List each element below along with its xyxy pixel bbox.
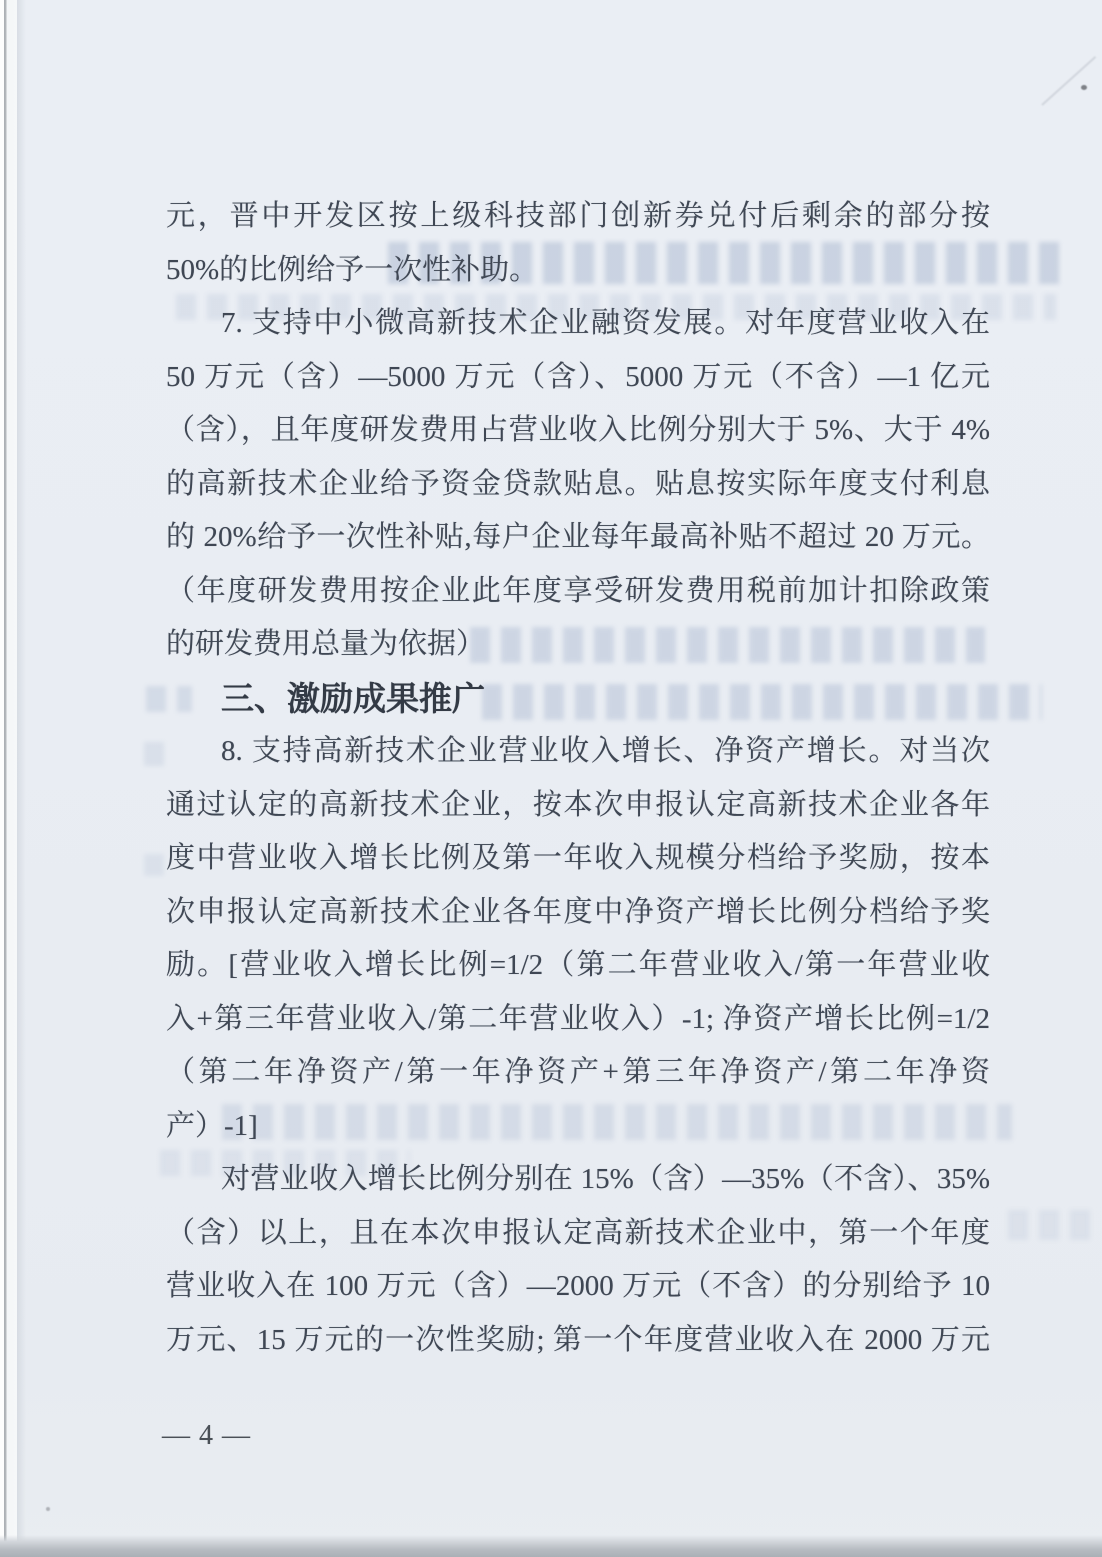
text-line: 度中营业收入增长比例及第一年收入规模分档给予奖励，按本 [166, 842, 990, 874]
scan-bottom-edge [0, 1535, 1102, 1557]
text-line: 次申报认定高新技术企业各年度中净资产增长比例分档给予奖 [166, 895, 990, 928]
text-line: （年度研发费用按企业此年度享受研发费用税前加计扣除政策 [166, 574, 990, 607]
text-line: 的研发费用总量为依据） [166, 628, 486, 660]
text-line: 通过认定的高新技术企业，按本次申报认定高新技术企业各年 [166, 788, 990, 821]
text-line: 8. 支持高新技术企业营业收入增长、净资产增长。对当次 [221, 735, 990, 767]
text-line: 的 20%给予一次性补贴,每户企业每年最高补贴不超过 20 万元。 [166, 521, 990, 553]
text-line: （含）以上，且在本次申报认定高新技术企业中，第一个年度 [166, 1216, 990, 1249]
scan-left-edge [0, 0, 17, 1557]
text-line: 元，晋中开发区按上级科技部门创新券兑付后剩余的部分按 [166, 200, 990, 232]
text-line: （第二年净资产/第一年净资产+第三年净资产/第二年净资 [166, 1056, 990, 1088]
text-line: （含），且年度研发费用占营业收入比例分别大于 5%、大于 4% [166, 414, 990, 446]
text-line: 50 万元（含）—5000 万元（含）、5000 万元（不含）—1 亿元 [166, 360, 990, 393]
page-number: — 4 — [162, 1420, 251, 1451]
document-body [166, 190, 990, 1367]
text-line: 入+第三年营业收入/第二年营业收入）-1; 净资产增长比例=1/2 [166, 1002, 990, 1035]
section-heading: 三、激励成果推广 [221, 679, 485, 717]
scan-speck [46, 1507, 50, 1511]
text-line: 产）-1] [166, 1109, 258, 1142]
text-line: 对营业收入增长比例分别在 15%（含）—35%（不含）、35% [221, 1163, 990, 1195]
scan-left-edge-seam [17, 0, 26, 1557]
text-line: 的高新技术企业给予资金贷款贴息。贴息按实际年度支付利息 [166, 467, 990, 500]
bleedthrough-ghost-text [1008, 1210, 1096, 1240]
text-line: 励。[营业收入增长比例=1/2（第二年营业收入/第一年营业收 [166, 949, 990, 981]
scan-scratch-mark [1041, 56, 1096, 106]
text-line: 万元、15 万元的一次性奖励; 第一个年度营业收入在 2000 万元 [166, 1323, 990, 1356]
text-line: 营业收入在 100 万元（含）—2000 万元（不含）的分别给予 10 [166, 1270, 990, 1302]
text-line: 50%的比例给予一次性补助。 [166, 253, 539, 286]
scan-speck [1081, 85, 1087, 90]
text-line: 7. 支持中小微高新技术企业融资发展。对年度营业收入在 [221, 307, 990, 339]
